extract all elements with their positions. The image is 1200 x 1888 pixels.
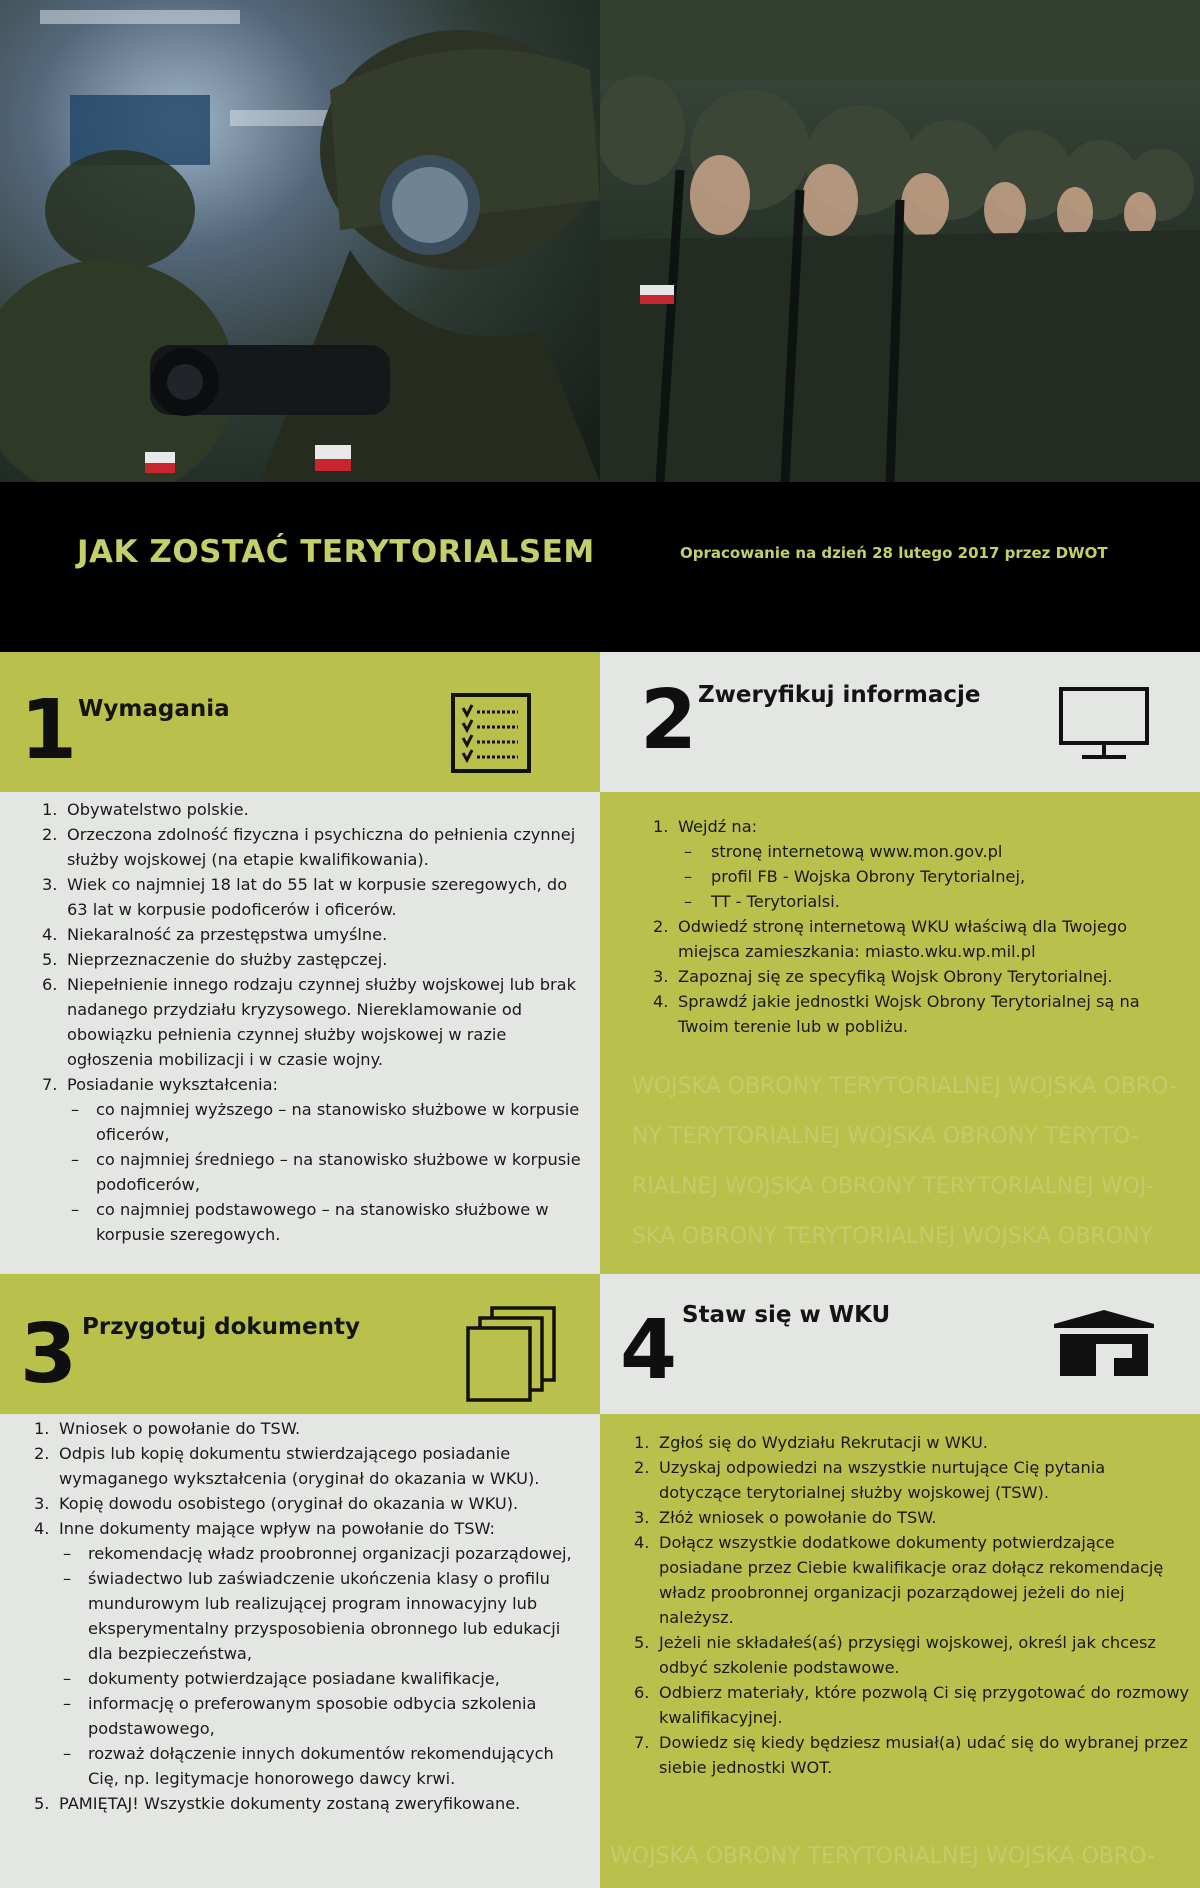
step-1-header: [0, 652, 600, 792]
watermark-text: WOJSKA OBRONY TERYTORIALNEJ WOJSKA OBRO-: [610, 1844, 1156, 1869]
soldier-gas-mask-illustration: [0, 0, 600, 482]
hero-photo-soldier-gas-mask: [0, 0, 600, 482]
step-4-list: [634, 1430, 1190, 1780]
list-item: 5. Nieprzeznaczenie do służby zastępczej.: [42, 950, 388, 969]
list-item: 7. Dowiedz się kiedy będziesz musiał(a) udać się do wybranej przez siebie jednostki WOT.: [634, 1733, 1188, 1777]
list-item: 5. PAMIĘTAJ! Wszystkie dokumenty zostaną zweryfikowane.: [34, 1794, 521, 1813]
sub-list-item: – co najmniej podstawowego – na stanowisko służbowe w korpusie szeregowych.: [71, 1200, 549, 1244]
step-2-list: [653, 814, 1188, 1039]
list-item: 1. Wejdź na: – stronę internetową www.mon.gov.pl – profil FB - Wojska Obrony Terytorialnej, – TT - Terytorialsi.: [653, 814, 1188, 914]
step-2-panel: [600, 792, 1200, 1274]
list-item: 2. Odwiedź stronę internetową WKU właściwą dla Twojego miejsca zamieszkania: miasto.wku.wp.mil.pl: [653, 917, 1128, 961]
step-2-header: [600, 652, 1200, 792]
step-2-label: Zweryfikuj informacje: [698, 682, 981, 708]
list-item: 1. Obywatelstwo polskie.: [42, 800, 249, 819]
list-item: 2. Uzyskaj odpowiedzi na wszystkie nurtujące Cię pytania dotyczące terytorialnej służby wojskowej (TSW).: [634, 1458, 1106, 1502]
list-item: 4. Inne dokumenty mające wpływ na powołanie do TSW: – rekomendację władz proobronnej organizacji pozarządowej, – świadectwo lub zaświadczenie ukończenia klasy o profilu mundurowym lub realizującej program innowacyjny lub eksperymentalny przysposobienia obronnego lub edukacji dla bezpieczeństwa, – dokumenty potwierdzające posiadane kwalifikacje, – informację o preferowanym sposobie odbycia szkolenia podstawowego, – rozważ dołączenie innych dokumentów rekomendujących Cię, np. legitymacje honorowego dawcy krwi.: [34, 1516, 586, 1791]
list-item: 6. Niepełnienie innego rodzaju czynnej służby wojskowej lub brak nadanego przydziału kryzysowego. Niereklamowanie od obowiązku pełnienia czynnej służby wojskowej w razie ogłoszenia mobilizacji i w czasie wojny.: [42, 975, 576, 1069]
sub-list-item: – stronę internetową www.mon.gov.pl: [684, 842, 1003, 861]
step-3-label: Przygotuj dokumenty: [82, 1314, 360, 1340]
monitor-icon: [1058, 686, 1150, 762]
watermark-text: WOJSKA OBRONY TERYTORIALNEJ WOJSKA OBRO- NY TERYTORIALNEJ WOJSKA OBRONY TERYTO- RIALNEJ WOJSKA OBRONY TERYTORIALNEJ WOJ- SKA OBRONY TERYTORIALNEJ WOJSKA OBRONY: [632, 1074, 1178, 1249]
step-3-number: 3: [20, 1307, 78, 1402]
list-item: 5. Jeżeli nie składałeś(aś) przysięgi wojskowej, określ jak chcesz odbyć szkolenie podstawowe.: [634, 1633, 1156, 1677]
list-item: 4. Dołącz wszystkie dodatkowe dokumenty potwierdzające posiadane przez Ciebie kwalifikacje oraz dołącz rekomendację władz proobronnej organizacji pozarządowej jeżeli do niej należysz.: [634, 1533, 1164, 1627]
sub-list: [63, 1541, 586, 1791]
step-3-header: [0, 1274, 600, 1414]
hero-photo-soldiers-in-line: [600, 0, 1200, 482]
checklist-icon: [450, 692, 534, 776]
sub-list-item: – informację o preferowanym sposobie odbycia szkolenia podstawowego,: [63, 1694, 537, 1738]
list-item: 3. Złóż wniosek o powołanie do TSW.: [634, 1508, 937, 1527]
step-3-list: [34, 1416, 586, 1816]
step-1-panel: [0, 792, 600, 1274]
page-title: JAK ZOSTAĆ TERYTORIALSEM: [77, 534, 595, 570]
list-item: 3. Zapoznaj się ze specyfiką Wojsk Obrony Terytorialnej.: [653, 967, 1113, 986]
sub-list-item: – co najmniej wyższego – na stanowisko służbowe w korpusie oficerów,: [71, 1100, 580, 1144]
list-item: 4. Sprawdź jakie jednostki Wojsk Obrony Terytorialnej są na Twoim terenie lub w pobliżu.: [653, 992, 1140, 1036]
list-item: 3. Wiek co najmniej 18 lat do 55 lat w korpusie szeregowych, do 63 lat w korpusie podoficerów i oficerów.: [42, 875, 568, 919]
step-4-header: [600, 1274, 1200, 1414]
step-2-number: 2: [640, 673, 698, 768]
sub-list-item: – co najmniej średniego – na stanowisko służbowe w korpusie podoficerów,: [71, 1150, 581, 1194]
sub-list-item: – rekomendację władz proobronnej organizacji pozarządowej,: [63, 1544, 572, 1563]
sub-list: [684, 839, 1188, 914]
documents-icon: [464, 1304, 560, 1404]
step-4-label: Staw się w WKU: [682, 1302, 891, 1328]
list-item: 2. Odpis lub kopię dokumentu stwierdzającego posiadanie wymaganego wykształcenia (oryginał do okazania w WKU).: [34, 1444, 540, 1488]
step-4-number: 4: [620, 1303, 678, 1398]
list-item: 1. Zgłoś się do Wydziału Rekrutacji w WKU.: [634, 1433, 988, 1452]
list-item: 7. Posiadanie wykształcenia: – co najmniej wyższego – na stanowisko służbowe w korpusie oficerów, – co najmniej średniego – na stanowisko służbowe w korpusie podoficerów, – co najmniej podstawowego – na stanowisko służbowe w korpusie szeregowych.: [42, 1072, 587, 1247]
page-subtitle: Opracowanie na dzień 28 lutego 2017 przez DWOT: [680, 544, 1108, 562]
list-item: 4. Niekaralność za przestępstwa umyślne.: [42, 925, 388, 944]
step-1-list: [42, 797, 587, 1247]
list-item: 3. Kopię dowodu osobistego (oryginał do okazania w WKU).: [34, 1494, 519, 1513]
step-1-label: Wymagania: [78, 696, 230, 722]
soldiers-line-illustration: [600, 0, 1200, 482]
sub-list-item: – TT - Terytorialsi.: [684, 892, 840, 911]
sub-list-item: – profil FB - Wojska Obrony Terytorialnej,: [684, 867, 1026, 886]
list-item: 6. Odbierz materiały, które pozwolą Ci się przygotować do rozmowy kwalifikacyjnej.: [634, 1683, 1190, 1727]
sub-list: [71, 1097, 587, 1247]
sub-list-item: – dokumenty potwierdzające posiadane kwalifikacje,: [63, 1669, 500, 1688]
list-item: 1. Wniosek o powołanie do TSW.: [34, 1419, 301, 1438]
sub-list-item: – rozważ dołączenie innych dokumentów rekomendujących Cię, np. legitymacje honorowego dawcy krwi.: [63, 1744, 554, 1788]
sub-list-item: – świadectwo lub zaświadczenie ukończenia klasy o profilu mundurowym lub realizującej program innowacyjny lub eksperymentalny przysposobienia obronnego lub edukacji dla bezpieczeństwa,: [63, 1569, 561, 1663]
step-3-panel: [0, 1414, 600, 1888]
list-item: 2. Orzeczona zdolność fizyczna i psychiczna do pełnienia czynnej służby wojskowej (na etapie kwalifikowania).: [42, 825, 576, 869]
building-icon: [1052, 1306, 1156, 1378]
step-1-number: 1: [20, 683, 78, 778]
step-4-panel: [600, 1414, 1200, 1888]
